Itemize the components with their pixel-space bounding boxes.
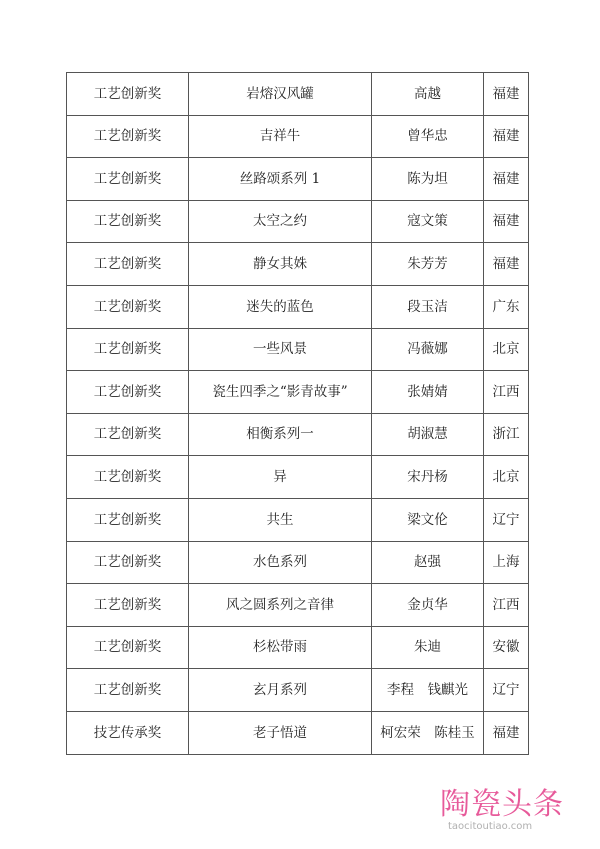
table-row	[67, 498, 529, 541]
table-row	[67, 456, 529, 499]
cell-author: 陈为坦	[372, 158, 484, 201]
cell-author: 柯宏荣 陈桂玉	[372, 711, 484, 754]
table-row	[67, 541, 529, 584]
cell-author: 赵强	[372, 541, 484, 584]
cell-work: 瓷生四季之“影青故事”	[189, 371, 372, 414]
cell-region: 福建	[484, 200, 529, 243]
cell-author: 金贞华	[372, 584, 484, 627]
cell-award: 工艺创新奖	[67, 328, 189, 371]
table-row	[67, 711, 529, 754]
cell-region: 北京	[484, 456, 529, 499]
watermark	[440, 788, 590, 838]
cell-award: 工艺创新奖	[67, 285, 189, 328]
watermark-url: taocitoutiao.com	[448, 821, 533, 832]
cell-region: 江西	[484, 584, 529, 627]
cell-region: 上海	[484, 541, 529, 584]
cell-region: 福建	[484, 73, 529, 116]
cell-award: 工艺创新奖	[67, 626, 189, 669]
cell-work: 迷失的蓝色	[189, 285, 372, 328]
cell-region: 辽宁	[484, 498, 529, 541]
cell-region: 福建	[484, 115, 529, 158]
awards-table-body	[67, 73, 529, 755]
cell-award: 工艺创新奖	[67, 371, 189, 414]
cell-work: 丝路颂系列 1	[189, 158, 372, 201]
cell-author: 高越	[372, 73, 484, 116]
cell-author: 宋丹杨	[372, 456, 484, 499]
table-row	[67, 73, 529, 116]
table-row	[67, 158, 529, 201]
cell-author: 李程 钱麒光	[372, 669, 484, 712]
cell-award: 工艺创新奖	[67, 456, 189, 499]
cell-work: 吉祥牛	[189, 115, 372, 158]
cell-author: 张婧婧	[372, 371, 484, 414]
cell-work: 水色系列	[189, 541, 372, 584]
cell-region: 广东	[484, 285, 529, 328]
cell-award: 工艺创新奖	[67, 158, 189, 201]
cell-award: 工艺创新奖	[67, 73, 189, 116]
cell-region: 福建	[484, 243, 529, 286]
awards-table	[66, 72, 529, 755]
cell-award: 技艺传承奖	[67, 711, 189, 754]
cell-author: 胡淑慧	[372, 413, 484, 456]
cell-award: 工艺创新奖	[67, 200, 189, 243]
cell-work: 一些风景	[189, 328, 372, 371]
cell-region: 福建	[484, 158, 529, 201]
cell-work: 玄月系列	[189, 669, 372, 712]
cell-award: 工艺创新奖	[67, 413, 189, 456]
cell-author: 梁文伦	[372, 498, 484, 541]
cell-author: 曾华忠	[372, 115, 484, 158]
cell-author: 朱芳芳	[372, 243, 484, 286]
cell-author: 朱迪	[372, 626, 484, 669]
cell-work: 老子悟道	[189, 711, 372, 754]
cell-work: 太空之约	[189, 200, 372, 243]
cell-award: 工艺创新奖	[67, 541, 189, 584]
cell-work: 静女其姝	[189, 243, 372, 286]
cell-work: 杉松带雨	[189, 626, 372, 669]
cell-award: 工艺创新奖	[67, 584, 189, 627]
cell-author: 寇文策	[372, 200, 484, 243]
cell-author: 段玉洁	[372, 285, 484, 328]
cell-region: 浙江	[484, 413, 529, 456]
table-row	[67, 243, 529, 286]
cell-region: 安徽	[484, 626, 529, 669]
table-row	[67, 328, 529, 371]
cell-work: 异	[189, 456, 372, 499]
cell-region: 福建	[484, 711, 529, 754]
cell-region: 辽宁	[484, 669, 529, 712]
table-row	[67, 285, 529, 328]
cell-award: 工艺创新奖	[67, 669, 189, 712]
table-row	[67, 413, 529, 456]
cell-work: 风之圆系列之音律	[189, 584, 372, 627]
table-row	[67, 626, 529, 669]
table-row	[67, 584, 529, 627]
watermark-logo: 陶瓷头条	[440, 787, 564, 822]
cell-work: 岩熔汉风罐	[189, 73, 372, 116]
table-row	[67, 669, 529, 712]
table-row	[67, 371, 529, 414]
cell-award: 工艺创新奖	[67, 498, 189, 541]
cell-work: 相衡系列一	[189, 413, 372, 456]
cell-award: 工艺创新奖	[67, 243, 189, 286]
cell-region: 北京	[484, 328, 529, 371]
table-row	[67, 115, 529, 158]
cell-region: 江西	[484, 371, 529, 414]
cell-award: 工艺创新奖	[67, 115, 189, 158]
cell-work: 共生	[189, 498, 372, 541]
cell-author: 冯薇娜	[372, 328, 484, 371]
table-row	[67, 200, 529, 243]
